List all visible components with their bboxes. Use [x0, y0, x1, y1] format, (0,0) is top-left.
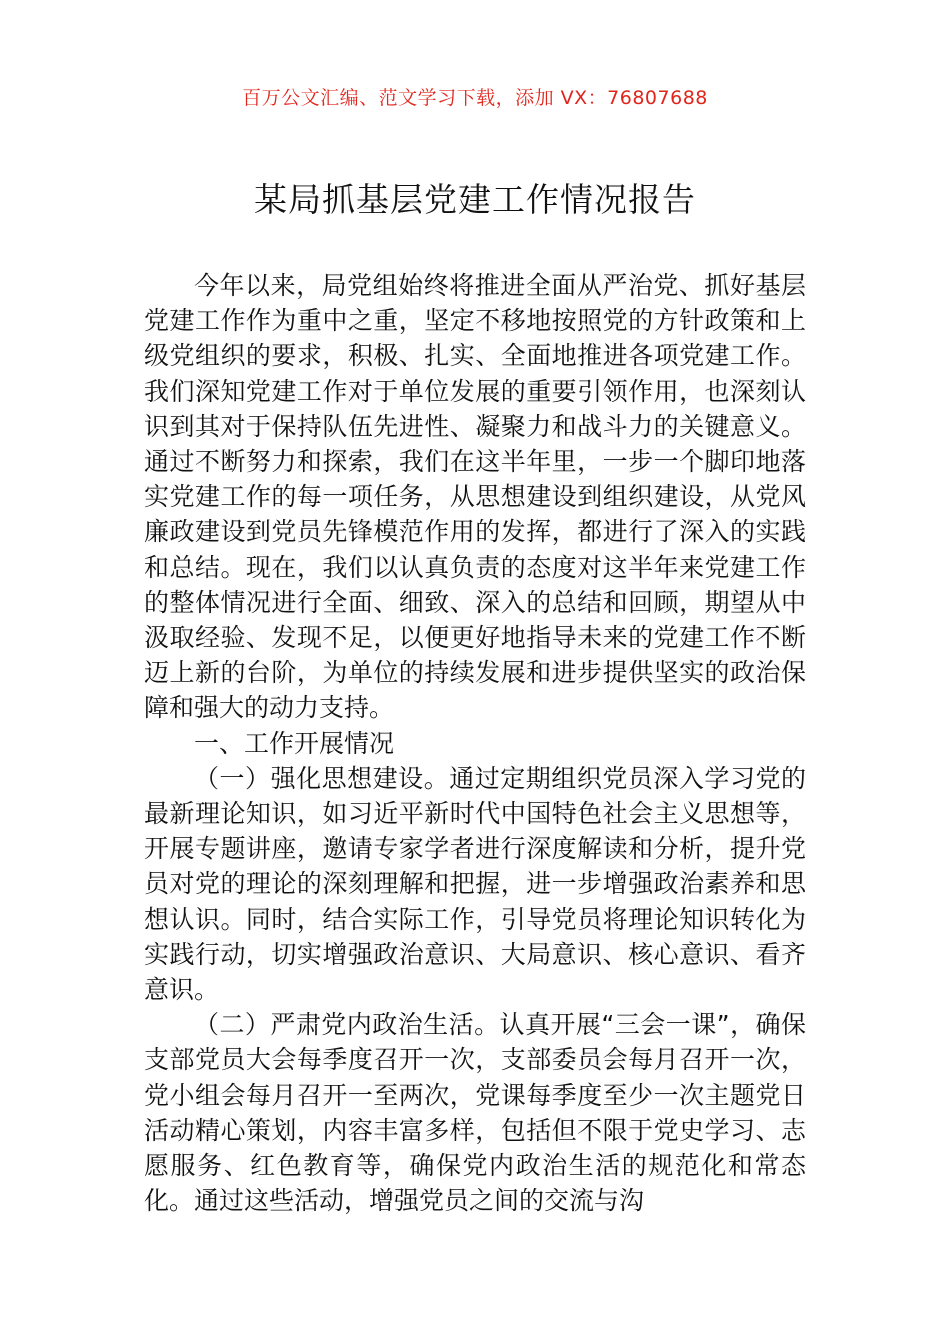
paragraph-intro: 今年以来，局党组始终将推进全面从严治党、抓好基层党建工作作为重中之重，坚定不移地按照党的方针政策和上级党组织的要求，积极、扎实、全面地推进各项党建工作。我们深知党建工作对于单位发展的重要引领作用，也深刻认识到其对于保持队伍先进性、凝聚力和战斗力的关键意义。通过不断努力和探索，我们在这半年里，一步一个脚印地落实党建工作的每一项任务，从思想建设到组织建设，从党风廉政建设到党员先锋模范作用的发挥，都进行了深入的实践和总结。现在，我们以认真负责的态度对这半年来党建工作的整体情况进行全面、细致、深入的总结和回顾，期望从中汲取经验、发现不足，以便更好地指导未来的党建工作不断迈上新的台阶，为单位的持续发展和进步提供坚实的政治保障和强大的动力支持。	[144, 271, 806, 723]
paragraph-ideological-building: （一）强化思想建设。通过定期组织党员深入学习党的最新理论知识，如习近平新时代中国特色社会主义思想等，开展专题讲座，邀请专家学者进行深度解读和分析，提升党员对党的理论的深刻理解和把握，进一步增强政治素养和思想认识。同时，结合实际工作，引导党员将理论知识转化为实践行动，切实增强政治意识、大局意识、核心意识、看齐意识。	[144, 763, 806, 1005]
document-title: 某局抓基层党建工作情况报告	[254, 180, 696, 219]
document-body	[144, 268, 806, 1218]
header-note: 百万公文汇编、范文学习下载，添加 VX：76807688	[242, 87, 708, 109]
paragraph-political-life: （二）严肃党内政治生活。认真开展“三会一课”，确保支部党员大会每季度召开一次，支部委员会每月召开一次，党小组会每月召开一至两次，党课每季度至少一次主题党日活动精心策划，内容丰富多样，包括但不限于党史学习、志愿服务、红色教育等，确保党内政治生活的规范化和常态化。通过这些活动，增强党员之间的交流与沟	[144, 1010, 806, 1216]
section-heading-work-status: 一、工作开展情况	[194, 728, 395, 758]
